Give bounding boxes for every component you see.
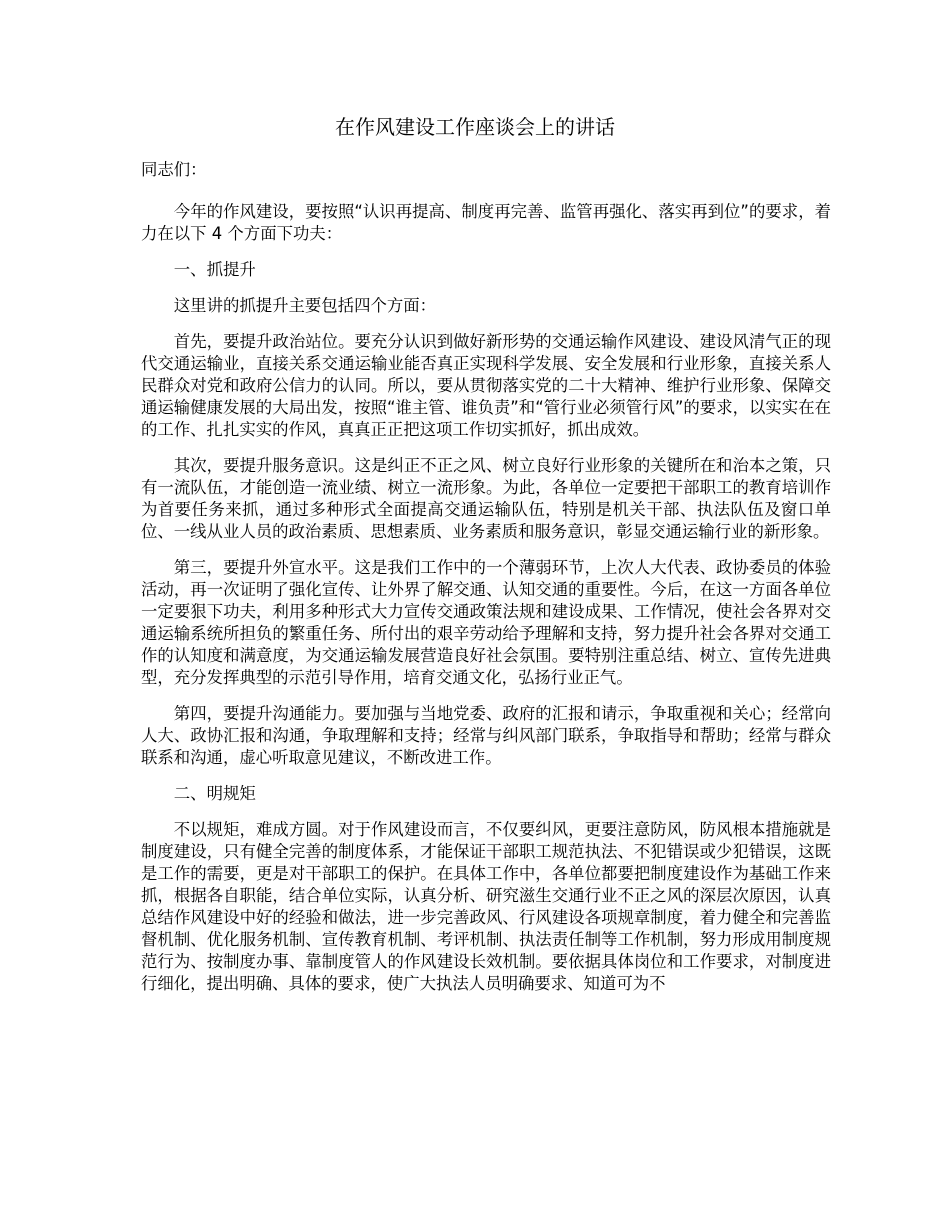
section-heading-2: 二、明规矩 <box>173 784 256 803</box>
document-body <box>141 159 831 1009</box>
paragraph: 第三，要提升外宣水平。这是我们工作中的一个薄弱环节，上次人大代表、政协委员的体验活动，再一次证明了强化宣传、让外界了解交通、认知交通的重要性。今后，在这一方面各单位一定要狠下功夫，利用多种形式大力宣传交通政策法规和建设成果、工作情况，使社会各界对交通运输系统所担负的繁重任务、所付出的艰辛劳动给予理解和支持，努力提升社会各界对交通工作的认知度和满意度，为交通运输发展营造良好社会氛围。要特别注重总结、树立、宣传先进典型，充分发挥典型的示范引导作用，培育交通文化，弘扬行业正气。 <box>141 558 831 687</box>
paragraph: 其次，要提升服务意识。这是纠正不正之风、树立良好行业形象的关键所在和治本之策，只有一流队伍，才能创造一流业绩、树立一流形象。为此，各单位一定要把干部职工的教育培训作为首要任务来抓，通过多种形式全面提高交通运输队伍，特别是机关干部、执法队伍及窗口单位、一线从业人员的政治素质、思想素质、业务素质和服务意识，彰显交通运输行业的新形象。 <box>141 456 831 541</box>
salutation: 同志们： <box>141 160 207 179</box>
paragraph: 不以规矩，难成方圆。对于作风建设而言，不仅要纠风，更要注意防风，防风根本措施就是制度建设，只有健全完善的制度体系，才能保证干部职工规范执法、不犯错误或少犯错误，这既是工作的需要，更是对干部职工的保护。在具体工作中，各单位都要把制度建设作为基础工作来抓，根据各自职能，结合单位实际，认真分析、研究滋生交通行业不正之风的深层次原因，认真总结作风建设中好的经验和做法，进一步完善政风、行风建设各项规章制度，着力健全和完善监督机制、优化服务机制、宣传教育机制、考评机制、执法责任制等工作机制，努力形成用制度规范行为、按制度办事、靠制度管人的作风建设长效机制。要依据具体岗位和工作要求，对制度进行细化，提出明确、具体的要求，使广大执法人员明确要求、知道可为不 <box>141 820 831 993</box>
paragraph: 这里讲的抓提升主要包括四个方面： <box>173 296 437 315</box>
document-title: 在作风建设工作座谈会上的讲话 <box>335 115 615 139</box>
intro-paragraph: 今年的作风建设，要按照“认识再提高、制度再完善、监管再强化、落实再到位”的要求，着力在以下 4 个方面下功夫： <box>141 202 831 243</box>
paragraph: 第四，要提升沟通能力。要加强与当地党委、政府的汇报和请示，争取重视和关心；经常向人大、政协汇报和沟通，争取理解和支持；经常与纠风部门联系，争取指导和帮助；经常与群众联系和沟通，虚心听取意见建议，不断改进工作。 <box>141 704 831 767</box>
section-heading-1: 一、抓提升 <box>173 260 256 279</box>
paragraph: 首先，要提升政治站位。要充分认识到做好新形势的交通运输作风建设、建设风清气正的现代交通运输业，直接关系交通运输业能否真正实现科学发展、安全发展和行业形象，直接关系人民群众对党和政府公信力的认同。所以，要从贯彻落实党的二十大精神、维护行业形象、保障交通运输健康发展的大局出发，按照“谁主管、谁负责”和“管行业必须管行风”的要求，以实实在在的工作、扎扎实实的作风，真真正正把这项工作切实抓好，抓出成效。 <box>141 332 831 439</box>
